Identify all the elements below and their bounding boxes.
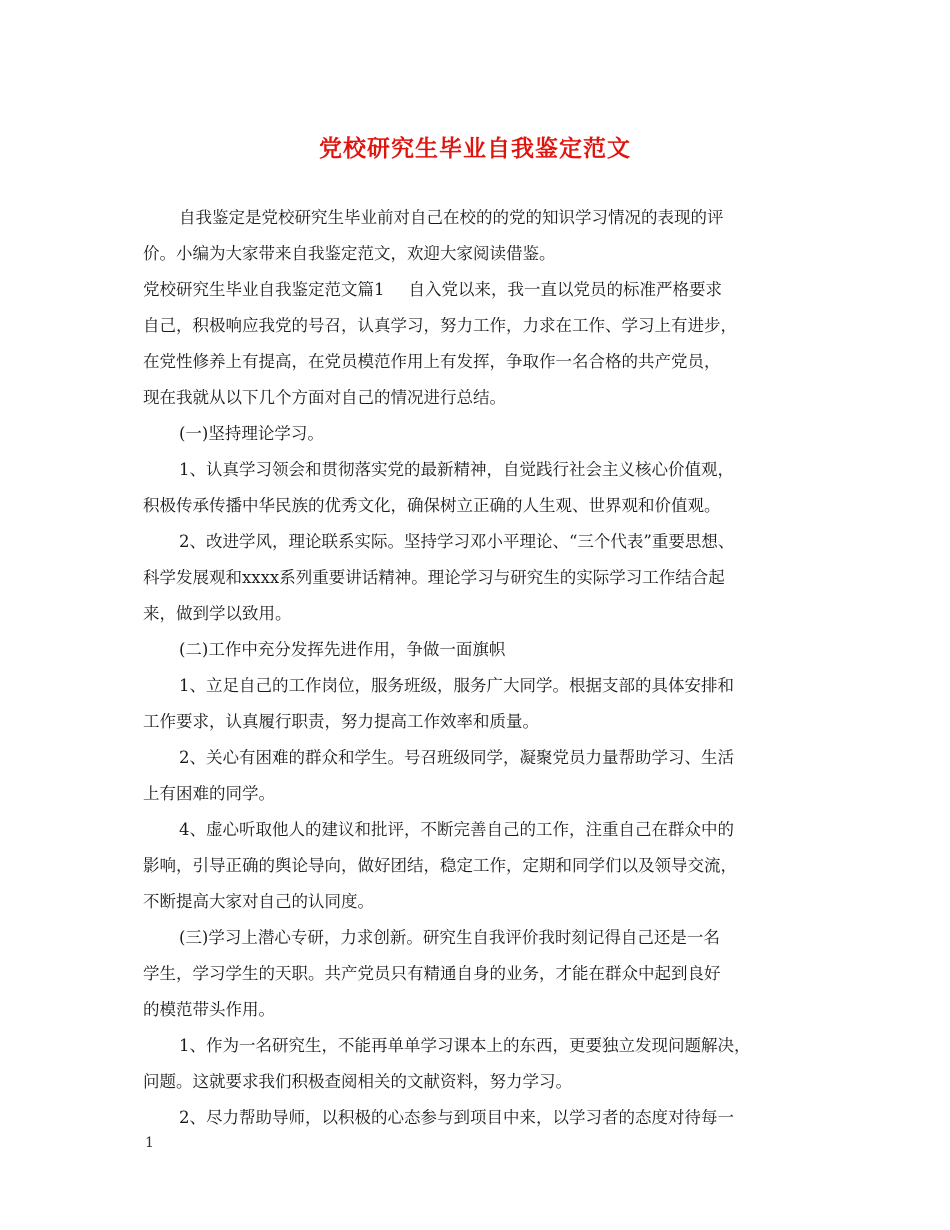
paragraph-line: 4、虚心听取他人的建议和批评，不断完善自己的工作，注重自己在群众中的 (179, 820, 734, 839)
paragraph-line: 的模范带头作用。 (143, 1000, 275, 1019)
paragraph-line: 1、立足自己的工作岗位，服务班级，服务广大同学。根据支部的具体安排和 (179, 676, 734, 695)
subheading-line: (一)坚持理论学习。 (179, 424, 324, 443)
paragraph-line: 不断提高大家对自己的认同度。 (143, 892, 374, 911)
section-heading: 党校研究生毕业自我鉴定范文篇1 (143, 280, 385, 299)
document-title: 党校研究生毕业自我鉴定范文 (319, 135, 631, 162)
paragraph-line: 2、关心有困难的群众和学生。号召班级同学，凝聚党员力量帮助学习、生活 (179, 748, 734, 767)
paragraph-line (143, 272, 808, 308)
paragraph-line: 在党性修养上有提高，在党员模范作用上有发挥，争取作一名合格的共产党员， (143, 352, 721, 371)
paragraph-text: 自入党以来，我一直以党员的标准严格要求 (408, 280, 722, 299)
subheading-line: (二)工作中充分发挥先进作用，争做一面旗帜 (179, 640, 506, 659)
paragraph-line: 现在我就从以下几个方面对自己的情况进行总结。 (143, 388, 506, 407)
paragraph-line: 来，做到学以致用。 (143, 604, 292, 623)
paragraph-line: 自己，积极响应我党的号召，认真学习，努力工作，力求在工作、学习上有进步， (143, 316, 737, 335)
paragraph-line: 1、作为一名研究生，不能再单单学习课本上的东西，更要独立发现问题解决， (179, 1036, 751, 1055)
paragraph-line: 问题。这就要求我们积极查阅相关的文献资料，努力学习。 (143, 1072, 572, 1091)
paragraph-line: 科学发展观和xxxx系列重要讲话精神。理论学习与研究生的实际学习工作结合起 (143, 568, 725, 587)
paragraph-line: 1、认真学习领会和贯彻落实党的最新精神，自觉践行社会主义核心价值观， (179, 460, 734, 479)
subheading-line: (三)学习上潜心专研，力求创新。研究生自我评价我时刻记得自己还是一名 (179, 928, 720, 947)
paragraph-line: 2、尽力帮助导师，以积极的心态参与到项目中来，以学习者的态度对待每一 (179, 1108, 734, 1127)
paragraph-line: 自我鉴定是党校研究生毕业前对自己在校的的党的知识学习情况的表现的评 (179, 208, 724, 227)
paragraph-line: 积极传承传播中华民族的优秀文化，确保树立正确的人生观、世界观和价值观。 (143, 496, 721, 515)
paragraph-line: 影响，引导正确的舆论导向，做好团结，稳定工作，定期和同学们以及领导交流， (143, 856, 737, 875)
document-body (143, 200, 808, 1136)
paragraph-line: 上有困难的同学。 (143, 784, 275, 803)
paragraph-line: 价。小编为大家带来自我鉴定范文，欢迎大家阅读借鉴。 (143, 244, 556, 263)
paragraph-line: 工作要求，认真履行职责，努力提高工作效率和质量。 (143, 712, 539, 731)
page-number: 1 (145, 1135, 154, 1151)
paragraph-line: 2、改进学风，理论联系实际。坚持学习邓小平理论、“三个代表”重要思想、 (179, 532, 735, 551)
paragraph-line: 学生，学习学生的天职。共产党员只有精通自身的业务，才能在群众中起到良好 (143, 964, 721, 983)
